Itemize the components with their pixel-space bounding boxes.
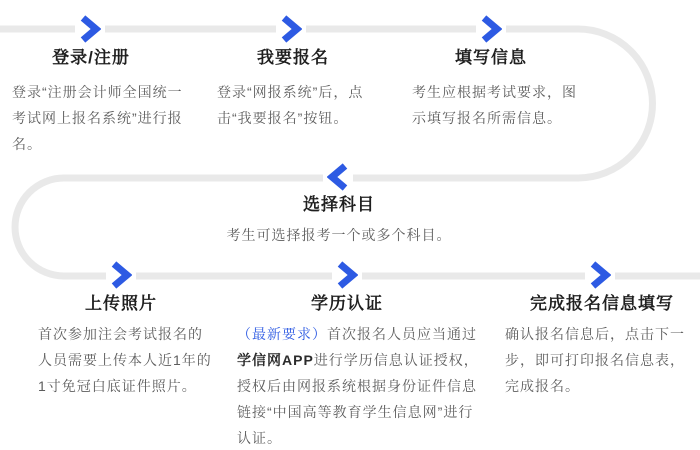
chevron-right-icon xyxy=(332,260,362,290)
step-title-fill-info: 填写信息 xyxy=(455,48,527,67)
step-title-apply: 我要报名 xyxy=(257,48,329,67)
step-description-login-register: 登录“注册会计师全国统一考试网上报名系统”进行报名。 xyxy=(12,84,183,152)
latest-requirement-label: （最新要求） xyxy=(237,326,327,342)
xuexinwang-app-label: 学信网APP xyxy=(237,352,314,368)
chevron-right-icon xyxy=(106,260,136,290)
step-description-select-subjects: 考生可选择报考一个或多个科目。 xyxy=(226,227,452,243)
step-description-fill-info: 考生应根据考试要求，图示填写报名所需信息。 xyxy=(412,84,577,126)
step-title-login-register: 登录/注册 xyxy=(52,48,130,67)
chevron-right-icon xyxy=(585,260,615,290)
chevron-left-icon xyxy=(323,162,353,192)
step-title-select-subjects: 选择科目 xyxy=(303,195,375,214)
step-title-upload-photo: 上传照片 xyxy=(85,294,157,313)
step-description-upload-photo: 首次参加注会考试报名的人员需要上传本人近1年的1寸免冠白底证件照片。 xyxy=(38,326,212,394)
description-text: 首次报名人员应当通过 xyxy=(327,326,477,342)
step-description-education-certification xyxy=(237,321,483,450)
step-description-complete-registration: 确认报名信息后，点击下一步，即可打印报名信息表，完成报名。 xyxy=(505,326,685,394)
step-description-apply: 登录“网报系统”后，点击“我要报名”按钮。 xyxy=(217,84,364,126)
step-title-complete-registration: 完成报名信息填写 xyxy=(530,294,674,313)
step-title-education-certification: 学历认证 xyxy=(311,294,383,313)
chevron-right-icon xyxy=(476,14,506,44)
chevron-right-icon xyxy=(75,14,105,44)
description-text: 进行学历信息认证授权，授权后由网报系统根据身份证件信息链接“中国高等教育学生信息网”进行认证。 xyxy=(237,352,479,446)
chevron-right-icon xyxy=(276,14,306,44)
